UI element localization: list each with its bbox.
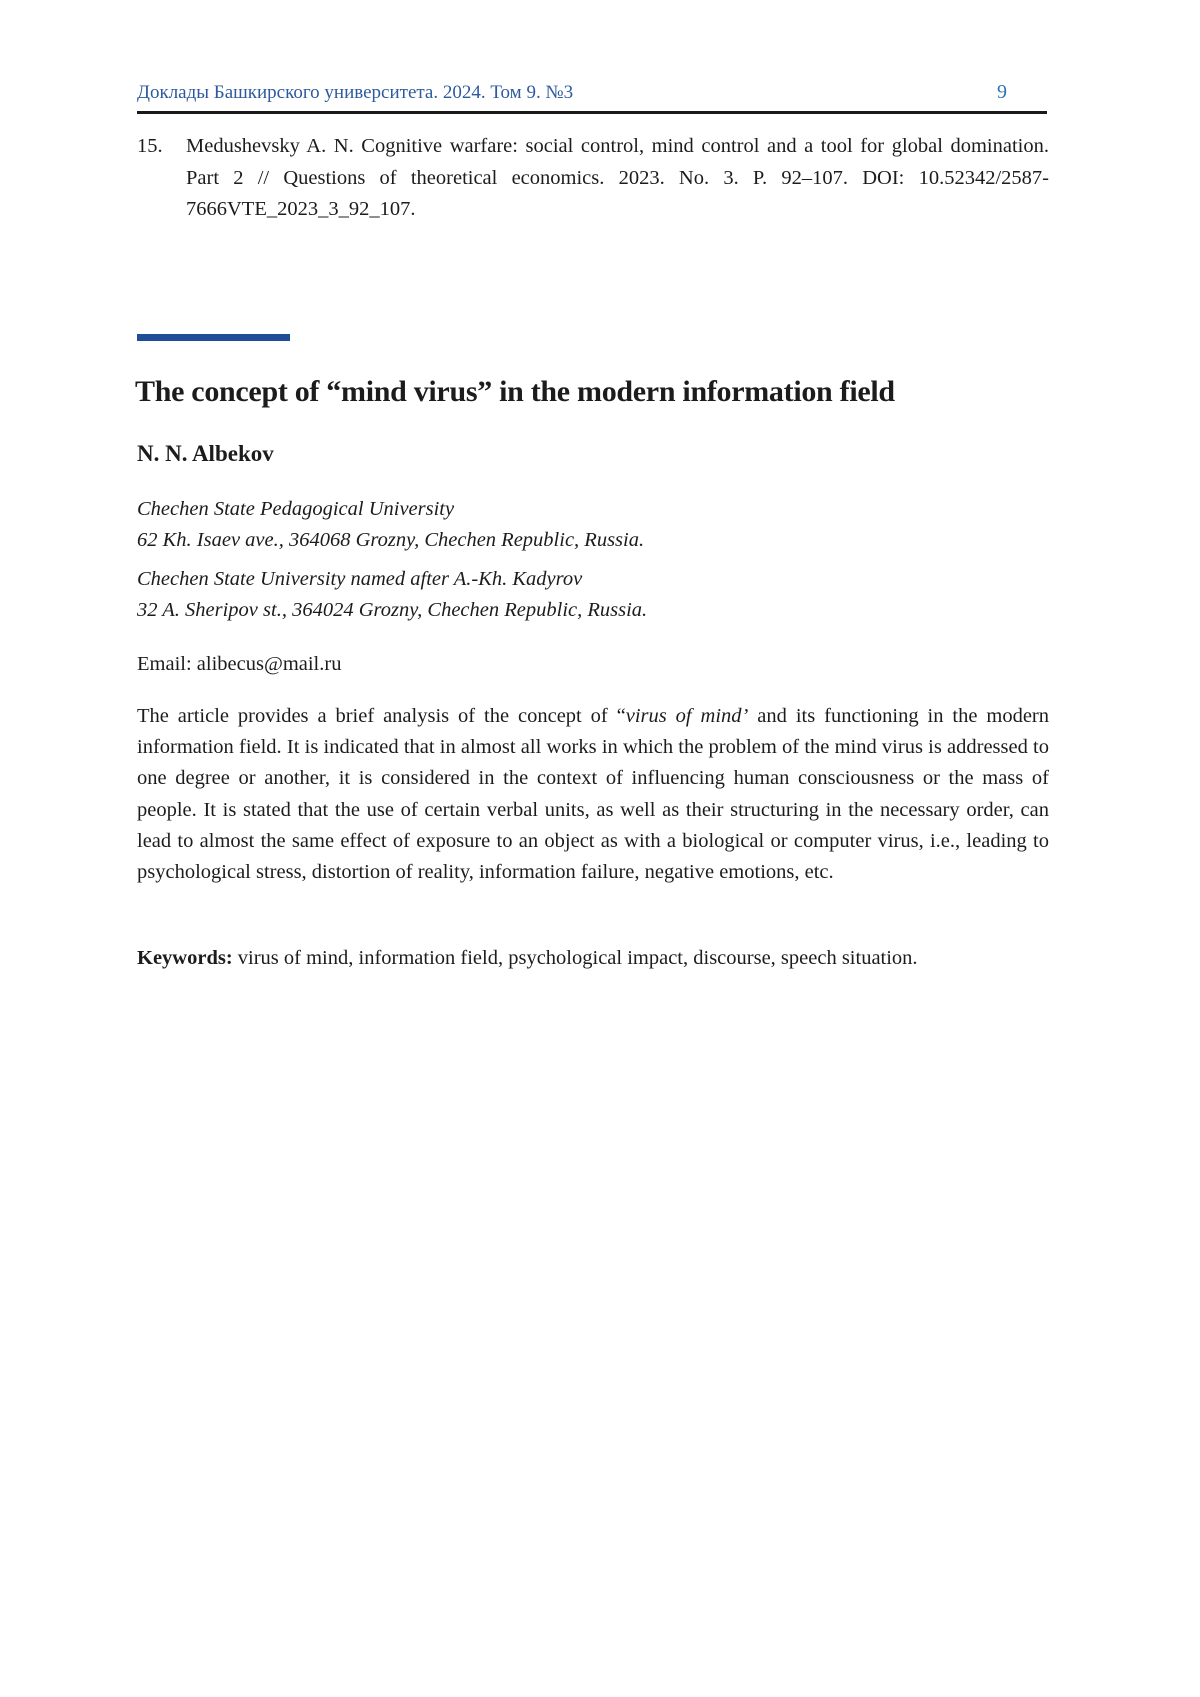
page-header bbox=[137, 80, 1047, 105]
reference-item bbox=[137, 131, 1049, 226]
abstract-paragraph bbox=[137, 701, 1049, 888]
header-rule-divider bbox=[137, 111, 1047, 114]
affiliation-name: Chechen State University named after A.-Kh. Kadyrov bbox=[137, 568, 583, 590]
reference-text: Medushevsky A. N. Cognitive warfare: social control, mind control and a tool for global domination. Part 2 // Questions of theoretical economics. 2023. No. 3. P. 92–107. DOI: 10.52342/2587-7666VTE_2023_3_92_107. bbox=[186, 135, 1049, 220]
affiliation-block-1 bbox=[137, 494, 1049, 556]
affiliation-block-2 bbox=[137, 564, 1049, 626]
abstract-text-rest: and its functioning in the modern information field. It is indicated that in almost all works in which the problem of the mind virus is addressed to one degree or another, it is considered in the context of influencing human consciousness or the mass of people. It is stated that the use of certain verbal units, as well as their structuring in the necessary order, can lead to almost the same effect of exposure to an object as with a biological or computer virus, i.e., leading to psychological stress, distortion of reality, information failure, negative emotions, etc. bbox=[137, 705, 1050, 884]
article-title: The concept of “mind virus” in the modern information field bbox=[135, 375, 895, 408]
journal-title: Доклады Башкирского университета. 2024. Том 9. №3 bbox=[137, 82, 574, 103]
abstract-text-start: The article provides a brief analysis of the concept of “ bbox=[137, 705, 626, 727]
affiliation-name: Chechen State Pedagogical University bbox=[137, 498, 455, 520]
author-name: N. N. Albekov bbox=[137, 441, 274, 466]
page-number: 9 bbox=[997, 81, 1007, 103]
keywords-text: virus of mind, information field, psychological impact, discourse, speech situation. bbox=[232, 947, 918, 969]
affiliation-address: 62 Kh. Isaev ave., 364068 Grozny, Chechen Republic, Russia. bbox=[137, 529, 645, 551]
abstract-italic-term: virus of mind’ bbox=[625, 705, 749, 727]
keywords-line bbox=[137, 943, 1049, 974]
article-separator-bar bbox=[137, 334, 290, 341]
keywords-label: Keywords: bbox=[137, 947, 233, 969]
affiliation-address: 32 A. Sheripov st., 364024 Grozny, Chechen Republic, Russia. bbox=[137, 599, 648, 621]
email-line: Email: alibecus@mail.ru bbox=[137, 653, 342, 675]
reference-number: 15. bbox=[137, 135, 163, 157]
